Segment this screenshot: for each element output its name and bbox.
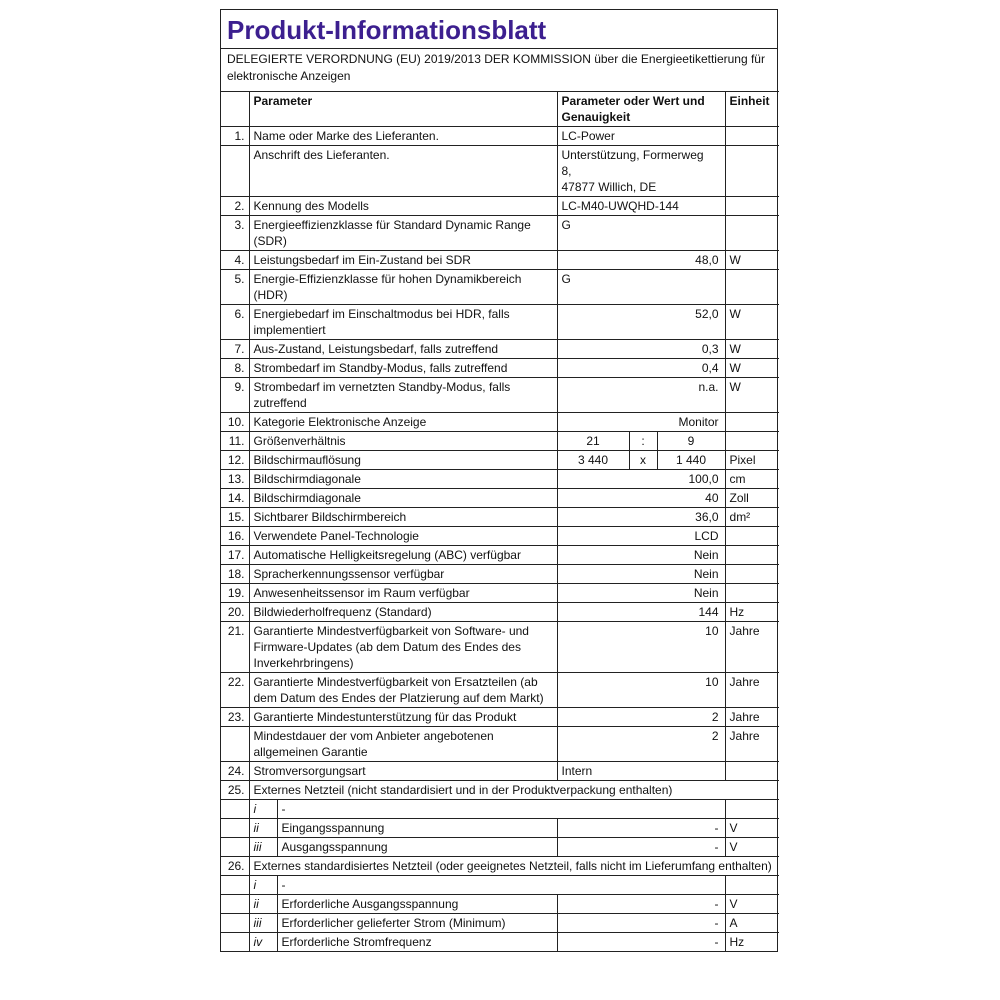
table-row: 16. Verwendete Panel-Technologie LCD	[221, 527, 779, 546]
table-row: 8. Strombedarf im Standby-Modus, falls zutreffend 0,4 W	[221, 359, 779, 378]
table-row: 13. Bildschirmdiagonale 100,0 cm	[221, 470, 779, 489]
table-row: i -	[221, 800, 779, 819]
table-row: 26. Externes standardisiertes Netzteil (oder geeignetes Netzteil, falls nicht im Lieferumfang enthalten)	[221, 857, 779, 876]
table-row: 25. Externes Netzteil (nicht standardisiert und in der Produktverpackung enthalten)	[221, 781, 779, 800]
table-row: i -	[221, 876, 779, 895]
table-row: iii Ausgangsspannung - V	[221, 838, 779, 857]
regulation-subtitle: DELEGIERTE VERORDNUNG (EU) 2019/2013 DER KOMMISSION über die Energieetikettierung für elektronische Anzeigen	[221, 48, 777, 91]
table-row: iv Erforderliche Stromfrequenz - Hz	[221, 933, 779, 952]
table-row: 1. Name oder Marke des Lieferanten. LC-Power	[221, 127, 779, 146]
table-row: 4. Leistungsbedarf im Ein-Zustand bei SDR 48,0 W	[221, 251, 779, 270]
table-row: 11. Größenverhältnis 21 : 9	[221, 432, 779, 451]
table-row: 12. Bildschirmauflösung 3 440 x 1 440 Pixel	[221, 451, 779, 470]
table-row: 24. Stromversorgungsart Intern	[221, 762, 779, 781]
table-row: 19. Anwesenheitssensor im Raum verfügbar Nein	[221, 584, 779, 603]
parameter-table	[221, 91, 779, 951]
table-row: 18. Spracherkennungssensor verfügbar Nein	[221, 565, 779, 584]
header-value: Parameter oder Wert und Genauigkeit	[557, 92, 725, 127]
table-row: 9. Strombedarf im vernetzten Standby-Modus, falls zutreffend n.a. W	[221, 378, 779, 413]
table-row: 6. Energiebedarf im Einschaltmodus bei HDR, falls implementiert 52,0 W	[221, 305, 779, 340]
table-row: ii Erforderliche Ausgangsspannung - V	[221, 895, 779, 914]
table-row: 21. Garantierte Mindestverfügbarkeit von Software- und Firmware-Updates (ab dem Datum des Endes des Inverkehrbringens) 10 Jahre	[221, 622, 779, 673]
table-row: Anschrift des Lieferanten. Unterstützung, Formerweg 8, 47877 Willich, DE	[221, 146, 779, 197]
table-header-row	[221, 92, 779, 127]
table-row: 10. Kategorie Elektronische Anzeige Monitor	[221, 413, 779, 432]
table-row: 17. Automatische Helligkeitsregelung (ABC) verfügbar Nein	[221, 546, 779, 565]
table-row: 15. Sichtbarer Bildschirmbereich 36,0 dm²	[221, 508, 779, 527]
table-row: ii Eingangsspannung - V	[221, 819, 779, 838]
header-parameter: Parameter	[249, 92, 557, 127]
table-row: 3. Energieeffizienzklasse für Standard Dynamic Range (SDR) G	[221, 216, 779, 251]
table-row: Mindestdauer der vom Anbieter angebotenen allgemeinen Garantie 2 Jahre	[221, 727, 779, 762]
header-unit: Einheit	[725, 92, 779, 127]
table-row: 20. Bildwiederholfrequenz (Standard) 144 Hz	[221, 603, 779, 622]
table-row: 14. Bildschirmdiagonale 40 Zoll	[221, 489, 779, 508]
table-row: 22. Garantierte Mindestverfügbarkeit von Ersatzteilen (ab dem Datum des Endes der Platzierung auf dem Markt) 10 Jahre	[221, 673, 779, 708]
table-row: 5. Energie-Effizienzklasse für hohen Dynamikbereich (HDR) G	[221, 270, 779, 305]
table-row: iii Erforderlicher gelieferter Strom (Minimum) - A	[221, 914, 779, 933]
page-title: Produkt-Informationsblatt	[227, 15, 547, 45]
table-row: 2. Kennung des Modells LC-M40-UWQHD-144	[221, 197, 779, 216]
product-information-sheet	[220, 9, 778, 952]
table-row: 7. Aus-Zustand, Leistungsbedarf, falls zutreffend 0,3 W	[221, 340, 779, 359]
table-row: 23. Garantierte Mindestunterstützung für das Produkt 2 Jahre	[221, 708, 779, 727]
